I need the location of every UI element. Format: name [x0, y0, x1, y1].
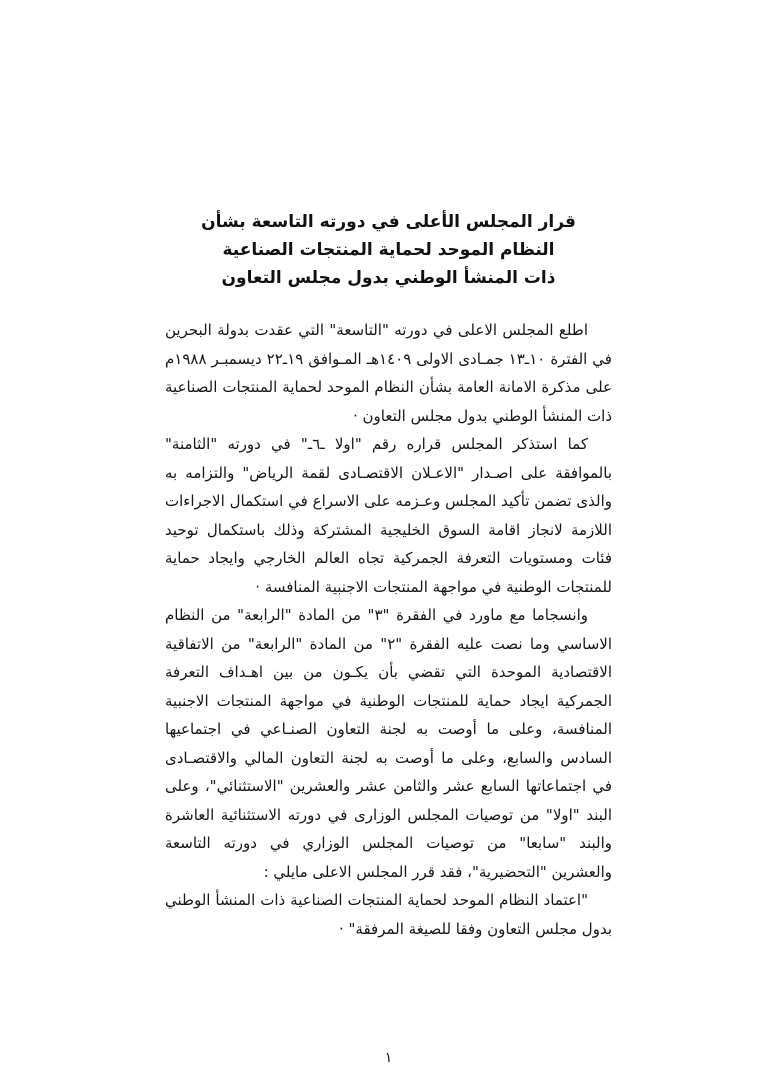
paragraph-2: كما استذكر المجلس قراره رقم "اولا ـ٦ـ" في دورته "الثامنة" بالموافقة على اصـدار "الاعـلان الاقتصـادى لقمة الرياض" والتزامه به والذى تضمن تأكيد المجلس وعـزمه على الاسراع في استكمال الاجراءات اللازمة لانجاز اقامة السوق الخليجية المشتركة وذلك باستكمال توحيد فئات ومستويات التعرفة الجمركية تجاه العالم الخارجي وايجاد حماية للمنتجات الوطنية في مواجهة المنتجات الاجنبية المنافسة · [165, 435, 612, 596]
title-line-1: قرار المجلس الأعلى في دورته التاسعة بشأن [201, 212, 576, 232]
document-body [165, 316, 612, 943]
title-line-2: النظام الموحد لحماية المنتجات الصناعية [222, 240, 555, 260]
paragraph-3: وانسجاما مع ماورد في الفقرة "٣" من المادة "الرابعة" من النظام الاساسي وما نصت عليه الفقرة "٢" من المادة "الرابعة" من الاتفاقية الاقتصادية الموحدة التي تقضي بأن يكـون من بين اهـداف التعرفة الجمركية ايجاد حماية للمنتجات الوطنية في مواجهة المنتجات الاجنبية المنافسة، وعلى ما أوصت به لجنة التعاون الصنـاعي في اجتماعيها السادس والسابع، وعلى ما أوصت به لجنة التعاون المالي والاقتصـادى في اجتماعاتها السابع عشر والثامن عشر والعشرين "الاستثنائي"، وعلى البند "اولا" من توصيات المجلس الوزارى في دورته الاستثنائية العاشرة والبند "سابعا" من توصيات المجلس الوزاري في دورته التاسعة والعشرين "التحضيرية"، فقد قرر المجلس الاعلى مايلي : [165, 606, 612, 881]
title-line-3: ذات المنشأ الوطني بدول مجلس التعاون [221, 268, 556, 288]
paragraph-1: اطلع المجلس الاعلى في دورته "التاسعة" التي عقدت بدولة البحرين في الفترة ١٠ـ١٣ جمـادى الاولى ١٤٠٩هـ المـوافق ١٩ـ٢٢ ديسمبـر ١٩٨٨م على مذكرة الامانة العامة بشأن النظام الموحد لحماية المنتجات الصناعية ذات المنشأ الوطني بدول مجلس التعاون · [165, 321, 612, 425]
document-title [0, 208, 777, 292]
page-number: ١ [384, 1050, 393, 1066]
paragraph-4: "اعتماد النظام الموحد لحماية المنتجات الصناعية ذات المنشأ الوطني بدول مجلس التعاون وفقا للصيغة المرفقة" · [165, 891, 612, 938]
